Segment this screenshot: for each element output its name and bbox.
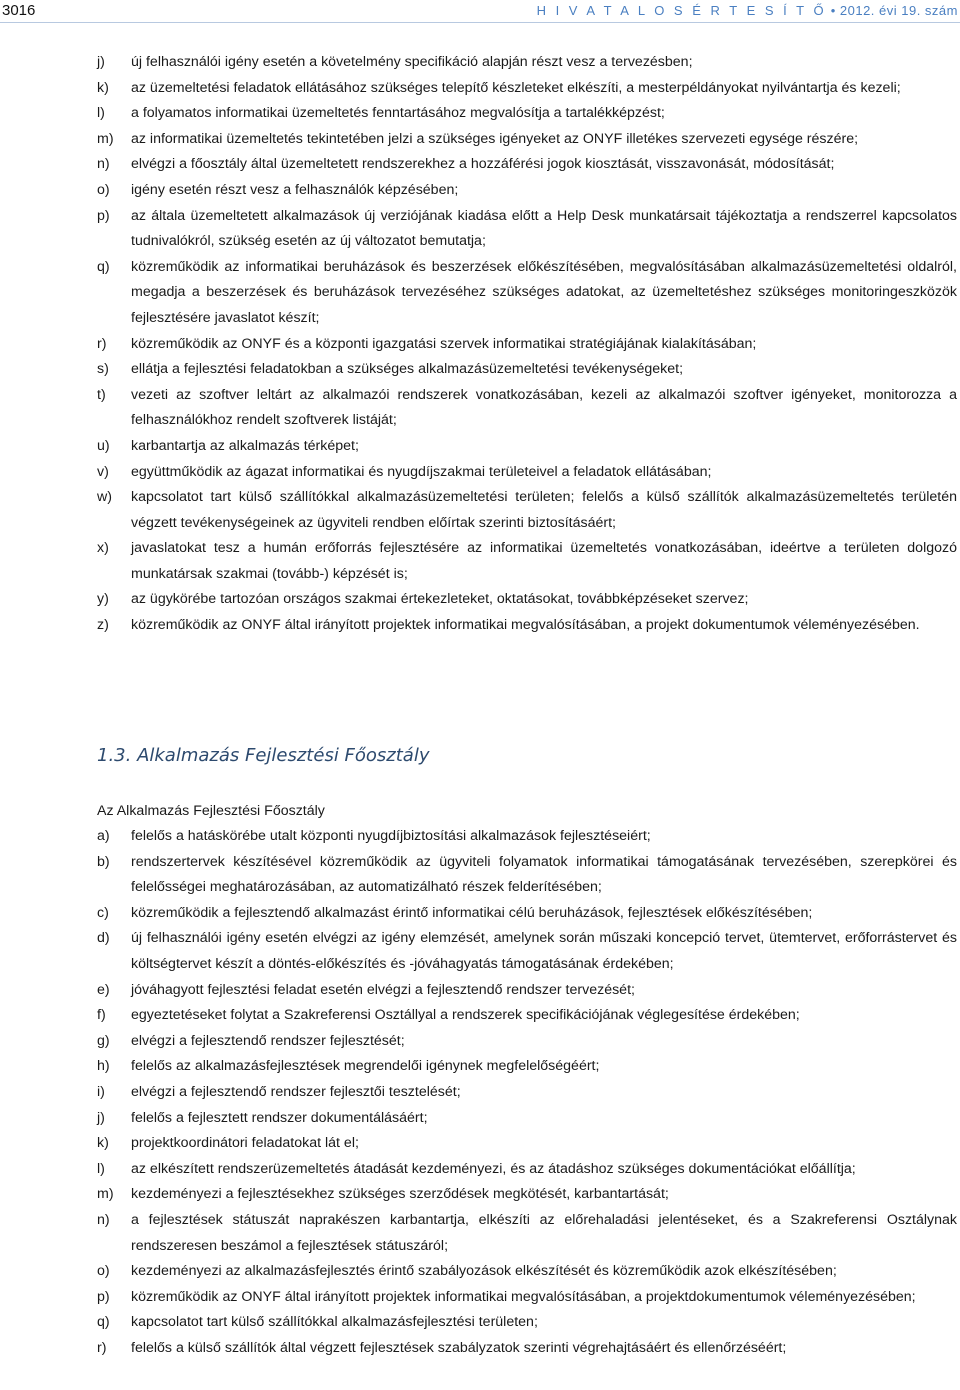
list-item-text: közreműködik az ONYF által irányított projektek informatikai megvalósításában, a projekt dokumentumok véleményezésében. — [131, 617, 920, 634]
list-item-marker: y) — [97, 591, 109, 608]
list-item-marker: n) — [97, 156, 110, 173]
list-item — [97, 1080, 957, 1106]
list-item — [97, 1208, 957, 1259]
list-item-text: kapcsolatot tart külső szállítókkal alkalmazásfejlesztési területen; — [131, 1314, 538, 1331]
list-item-marker: o) — [97, 181, 110, 198]
list-item-marker: w) — [97, 489, 112, 506]
list-item-marker: c) — [97, 904, 109, 921]
list-item — [97, 1131, 957, 1157]
list-item — [97, 1310, 957, 1336]
list-item-marker: q) — [97, 258, 110, 275]
list-item-marker: r) — [97, 335, 107, 352]
list-item-text: közreműködik az ONYF és a központi igazgatási szervek informatikai stratégiájának kialakításában; — [131, 335, 757, 352]
list-item-text: az informatikai üzemeltetés tekintetében jelzi a szükséges igényeket az ONYF illetékes szervezeti egysége részére; — [131, 130, 859, 147]
list-item — [97, 127, 957, 153]
list-item-text: felelős a fejlesztett rendszer dokumentálásáért; — [131, 1109, 428, 1126]
list-item-text: karbantartja az alkalmazás térképet; — [131, 437, 359, 454]
issue-number: 2012. évi 19. szám — [839, 3, 958, 18]
list-item-marker: e) — [97, 981, 110, 998]
list-item — [97, 1106, 957, 1132]
list-item — [97, 383, 957, 434]
list-item — [97, 613, 957, 639]
list-item-text: projektkoordinátori feladatokat lát el; — [131, 1135, 359, 1152]
list-item-marker: v) — [97, 463, 109, 480]
list-item — [97, 824, 957, 850]
list-item — [97, 460, 957, 486]
list-item-text: elvégzi a fejlesztendő rendszer fejlesztését; — [131, 1032, 405, 1049]
list-item-text: vezeti az szoftver leltárt az alkalmazói rendszerek vonatkozásában, kezeli az alkalmazói szoftver igényeket, monitorozza a felhasználókhoz rendelt szoftverek listáját; — [131, 386, 957, 429]
list-item-text: elvégzi a fejlesztendő rendszer fejlesztői tesztelését; — [131, 1083, 461, 1100]
list-item-marker: n) — [97, 1211, 110, 1228]
list-item-text: az ügykörébe tartozóan országos szakmai értekezleteket, oktatásokat, továbbképzéseket szervez; — [131, 591, 749, 608]
list-item-text: igény esetén részt vesz a felhasználók képzésében; — [131, 181, 459, 198]
page-number: 3016 — [2, 2, 36, 19]
bullet-separator: • — [830, 3, 840, 18]
section-heading: 1.3. Alkalmazás Fejlesztési Főosztály — [97, 745, 430, 766]
list-item-marker: h) — [97, 1058, 110, 1075]
journal-title: H I V A T A L O S É R T E S Í T Ő — [536, 3, 827, 18]
list-item-text: a folyamatos informatikai üzemeltetés fenntartásához megvalósítja a tartalékképzést; — [131, 105, 665, 122]
list-item — [97, 50, 957, 76]
list-item-marker: i) — [97, 1083, 105, 1100]
list-item-marker: b) — [97, 853, 110, 870]
list-item-marker: a) — [97, 828, 110, 844]
list-item-text: új felhasználói igény esetén elvégzi az igény elemzését, amelynek során műszaki koncepció tervet, ütemtervet, erőforrástervet és költségtervet készít a döntés-előkészítés és -jóváhagyatás támogatásának érdekében; — [131, 930, 957, 972]
list-item — [97, 255, 957, 332]
list-item-marker: p) — [97, 1288, 110, 1305]
list-item-text: új felhasználói igény esetén a követelmény specifikáció alapján részt vesz a tervezésben; — [131, 54, 693, 70]
list-item-marker: q) — [97, 1314, 110, 1331]
list-item — [97, 850, 957, 901]
list-item — [97, 332, 957, 358]
list-item — [97, 901, 957, 927]
list-item-text: kezdeményezi a fejlesztésekhez szükséges szerződések megkötését, karbantartását; — [131, 1186, 669, 1203]
list-item — [97, 76, 957, 102]
list-item-text: ellátja a fejlesztési feladatokban a szükséges alkalmazásüzemeltetési tevékenységeket; — [131, 361, 684, 378]
list-item — [97, 587, 957, 613]
list-item-marker: o) — [97, 1263, 110, 1280]
list-item-text: felelős a hatáskörébe utalt központi nyugdíjbiztosítási alkalmazások fejlesztéseiért; — [131, 828, 651, 844]
list-item — [97, 434, 957, 460]
list-item-marker: p) — [97, 207, 110, 224]
running-header — [0, 0, 960, 22]
list-item-text: kapcsolatot tart külső szállítókkal alkalmazásüzemeltetési területen; felelős a külső szállítók alkalmazásüzemeltetés területén végzett tevékenységeinek az ügyviteli rendben előírtak szerinti biztosításáért; — [131, 489, 957, 531]
list-item-marker: m) — [97, 1186, 114, 1203]
list-item-marker: l) — [97, 1160, 105, 1177]
list-item-text: javaslatokat tesz a humán erőforrás fejlesztésére az informatikai üzemeltetés vonatkozásában, ideértve a területen dolgozó munkatársak szakmai (tovább-) képzését is; — [131, 540, 957, 582]
task-list-development — [97, 824, 957, 1361]
list-item — [97, 178, 957, 204]
list-item-marker: s) — [97, 361, 109, 378]
list-item — [97, 485, 957, 536]
list-item — [97, 1182, 957, 1208]
list-item-text: az általa üzemeltetett alkalmazások új verziójának kiadása előtt a Help Desk munkatársait tájékoztatja a rendszerrel kapcsolatos tudnivalókról, szükség esetén az új változatot bemutatja; — [131, 207, 957, 250]
list-item-marker: j) — [97, 1109, 105, 1126]
list-item-marker: k) — [97, 1135, 109, 1152]
task-list-operations — [97, 50, 957, 639]
list-item-marker: t) — [97, 386, 106, 403]
list-item-text: felelős a külső szállítók által végzett fejlesztések szabályzatok szerinti végrehajtásáért és ellenőrzéséért; — [131, 1339, 787, 1356]
list-item — [97, 978, 957, 1004]
list-item-marker: l) — [97, 105, 105, 122]
list-item-text: elvégzi a főosztály által üzemeltetett rendszerekhez a hozzáférési jogok kiosztását, visszavonását, módosítását; — [131, 156, 835, 173]
list-item-text: a fejlesztések státuszát naprakészen karbantartja, elkészíti az előrehaladási jelentéseket, és a Szakreferensi Osztálynak rendszeresen beszámol a fejlesztések státuszáról; — [131, 1211, 957, 1254]
list-item — [97, 1029, 957, 1055]
header-divider — [0, 22, 960, 23]
list-item-marker: z) — [97, 617, 109, 634]
list-item — [97, 152, 957, 178]
list-item-marker: x) — [97, 540, 109, 557]
list-item-text: együttműködik az ágazat informatikai és nyugdíjszakmai területeivel a feladatok ellátásában; — [131, 463, 712, 480]
list-item-text: az üzemeltetési feladatok ellátásához szükséges telepítő készleteket elkészíti, a mesterpéldányokat nyilvántartja és kezeli; — [131, 79, 901, 96]
list-item-text: közreműködik a fejlesztendő alkalmazást érintő informatikai célú beruházások, fejlesztések előkészítésében; — [131, 904, 813, 921]
list-item-text: az elkészített rendszerüzemeltetés átadását kezdeményezi, és az átadáshoz szükséges dokumentációkat előállítja; — [131, 1160, 856, 1177]
list-item — [97, 1003, 957, 1029]
list-item-text: egyeztetéseket folytat a Szakreferensi Osztállyal a rendszerek specifikációjának véglegesítése érdekében; — [131, 1007, 800, 1024]
list-item-marker: j) — [97, 54, 105, 70]
list-item — [97, 1157, 957, 1183]
list-item-marker: f) — [97, 1007, 106, 1024]
list-item — [97, 926, 957, 977]
list-item — [97, 101, 957, 127]
list-item-marker: g) — [97, 1032, 110, 1049]
list-item-text: felelős az alkalmazásfejlesztések megrendelői igénynek megfelelőségéért; — [131, 1058, 600, 1075]
list-item — [97, 1054, 957, 1080]
list-item-marker: k) — [97, 79, 109, 96]
list-item-text: közreműködik az ONYF által irányított projektek informatikai megvalósításában, a projektdokumentumok véleményezésében; — [131, 1288, 916, 1305]
list-item-text: jóváhagyott fejlesztési feladat esetén elvégzi a fejlesztendő rendszer tervezését; — [131, 981, 635, 998]
list-item — [97, 1336, 957, 1362]
list-item-marker: r) — [97, 1339, 107, 1356]
section-intro: Az Alkalmazás Fejlesztési Főosztály — [97, 803, 325, 819]
list-item-marker: u) — [97, 437, 110, 454]
list-item — [97, 536, 957, 587]
journal-info — [537, 3, 958, 18]
list-item-marker: d) — [97, 930, 110, 947]
list-item — [97, 204, 957, 255]
list-item — [97, 1285, 957, 1311]
list-item-text: rendszertervek készítésével közreműködik az ügyviteli folyamatok informatikai támogatásának tervezésében, szerepkörei és felelősségei meghatározásában, az automatizálható részek felderítésében; — [131, 853, 957, 896]
list-item — [97, 1259, 957, 1285]
list-item — [97, 357, 957, 383]
list-item-text: kezdeményezi az alkalmazásfejlesztés érintő szabályozások elkészítését és közreműködik azok elkészítésében; — [131, 1263, 837, 1280]
list-item-text: közreműködik az informatikai beruházások és beszerzések előkészítésében, megvalósításában alkalmazásüzemeltetési oldalról, megadja a beszerzések és beruházások tervezéséhez szükséges adatokat, az üzemeltetéshez szükséges monitoringeszközök fejlesztésére javaslatot készít; — [131, 258, 957, 326]
list-item-marker: m) — [97, 130, 114, 147]
